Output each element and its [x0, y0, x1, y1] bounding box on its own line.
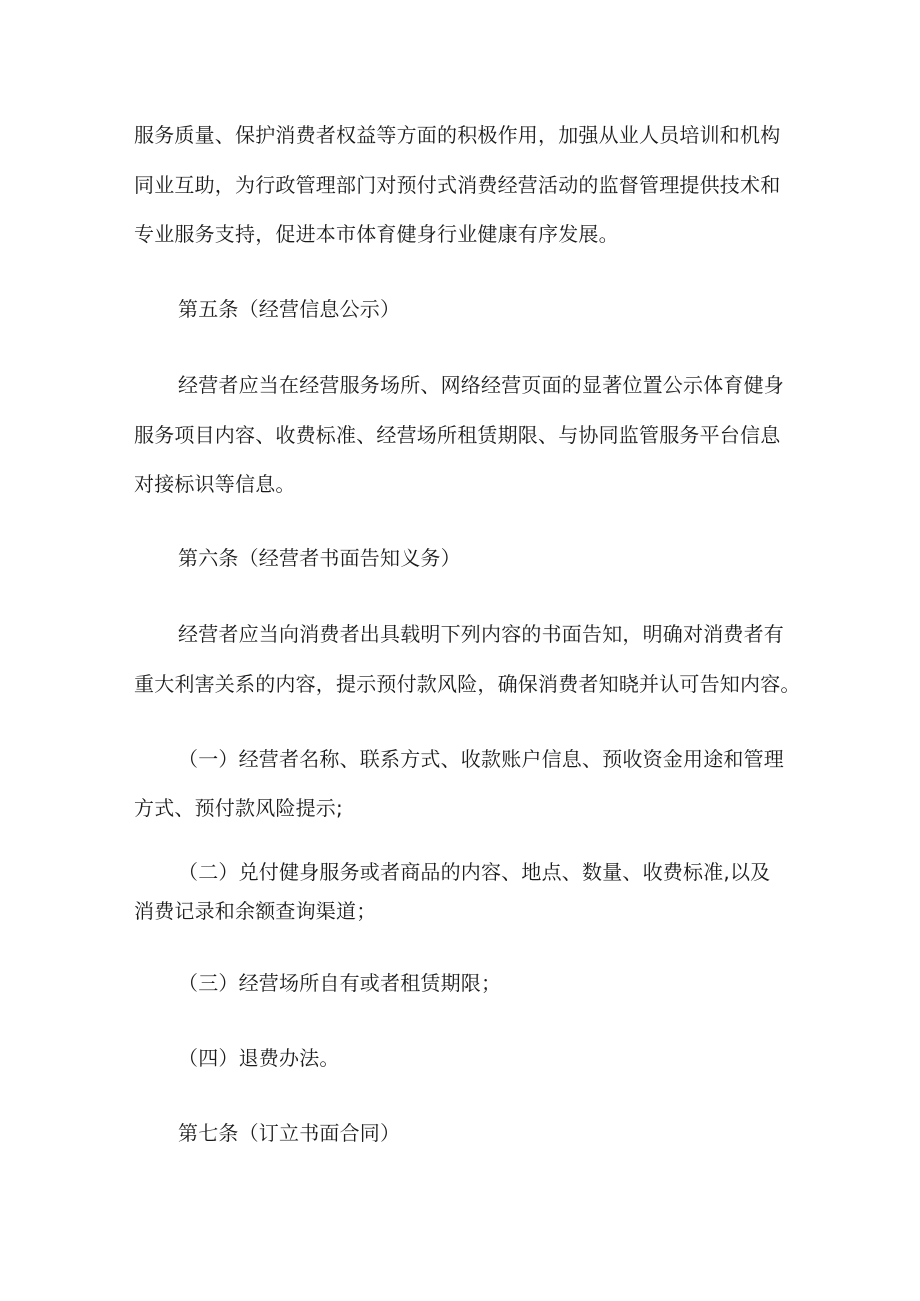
- article-5-heading: 第五条（经营信息公示）: [178, 297, 401, 321]
- paragraph-line: 经营者应当在经营服务场所、网络经营页面的显著位置公示体育健身: [178, 373, 784, 397]
- list-item-line: （一）经营者名称、联系方式、收款账户信息、预收资金用途和管理: [178, 747, 784, 771]
- list-item-line: （二）兑付健身服务或者商品的内容、地点、数量、收费标准,以及: [178, 860, 771, 884]
- paragraph-line: 专业服务支持，促进本市体育健身行业健康有序发展。: [134, 222, 619, 246]
- paragraph-line: 对接标识等信息。: [134, 472, 296, 496]
- paragraph-line: 服务项目内容、收费标准、经营场所租赁期限、与协同监管服务平台信息: [134, 423, 781, 447]
- paragraph-line: 同业互助，为行政管理部门对预付式消费经营活动的监督管理提供技术和: [134, 173, 781, 197]
- paragraph-line: 经营者应当向消费者出具载明下列内容的书面告知，明确对消费者有: [178, 622, 784, 646]
- list-item-line: 方式、预付款风险提示;: [134, 796, 343, 820]
- list-item-line: （三）经营场所自有或者租赁期限；: [178, 971, 502, 995]
- article-7-heading: 第七条（订立书面合同）: [178, 1121, 401, 1145]
- article-6-heading: 第六条（经营者书面告知义务）: [178, 546, 461, 570]
- paragraph-line: 服务质量、保护消费者权益等方面的积极作用，加强从业人员培训和机构: [134, 123, 781, 147]
- paragraph-line: 重大利害关系的内容，提示预付款风险，确保消费者知晓并认可告知内容。: [134, 672, 801, 696]
- list-item-line: 消费记录和余额查询渠道；: [134, 899, 377, 923]
- list-item-line: （四）退费办法。: [178, 1046, 340, 1070]
